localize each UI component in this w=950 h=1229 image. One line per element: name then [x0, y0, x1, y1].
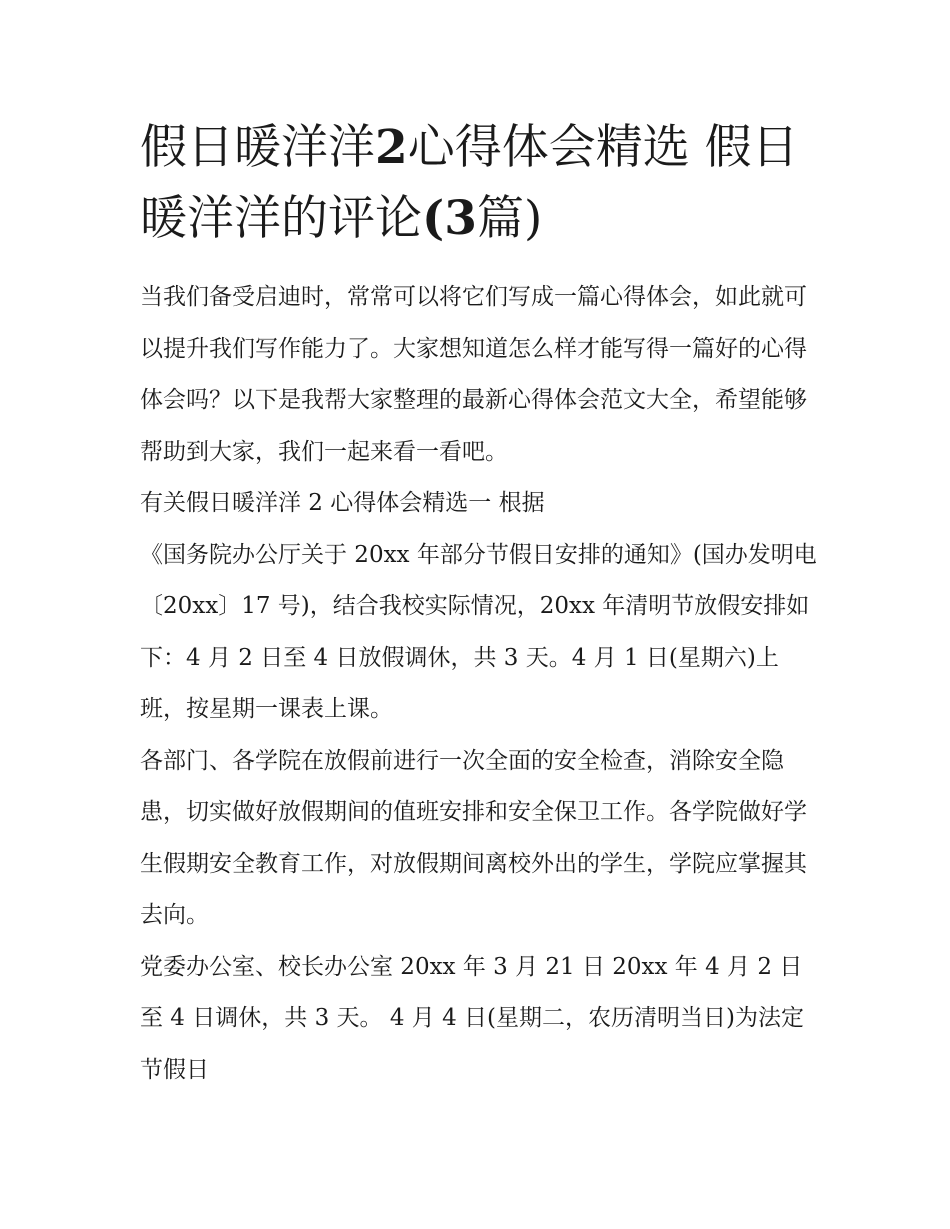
- title-part-1: 假日暖洋洋: [140, 120, 375, 175]
- paragraph-intro: 当我们备受启迪时，常常可以将它们写成一篇心得体会，如此就可以提升我们写作能力了。大家想知道怎么样才能写得一篇好的心得体会吗？以下是我帮大家整理的最新心得体会范文大全，希望能够帮助到大家，我们一起来看一看吧。: [140, 284, 807, 465]
- title-part-3: 心得体会精选 假日暖洋洋的评论: [140, 120, 799, 246]
- paragraph-safety: 各部门、各学院在放假前进行一次全面的安全检查，消除安全隐患，切实做好放假期间的值班安排和安全保卫工作。各学院做好学生假期安全教育工作，对放假期间离校外出的学生，学院应掌握其去向。: [140, 747, 807, 928]
- title-part-4: (3: [422, 191, 477, 246]
- document-title: [140, 112, 820, 254]
- title-part-2: 2: [375, 120, 408, 175]
- paragraph-office: 党委办公室、校长办公室 20xx 年 3 月 21 日 20xx 年 4 月 2 日至 4 日调休，共 3 天。 4 月 4 日(星期二，农历清明当日)为法定节假日: [140, 953, 804, 1083]
- paragraph-notice: 《国务院办公厅关于 20xx 年部分节假日安排的通知》(国办发明电〔20xx〕17 号)，结合我校实际情况，20xx 年清明节放假安排如下：4 月 2 日至 4 日放假调休，共 3 天。4 月 1 日(星期六)上班，按星期一课表上课。: [140, 541, 817, 722]
- paragraph-heading: 有关假日暖洋洋 2 心得体会精选一 根据: [140, 490, 545, 516]
- title-part-5: 篇): [476, 191, 543, 246]
- document-page: [140, 112, 820, 1096]
